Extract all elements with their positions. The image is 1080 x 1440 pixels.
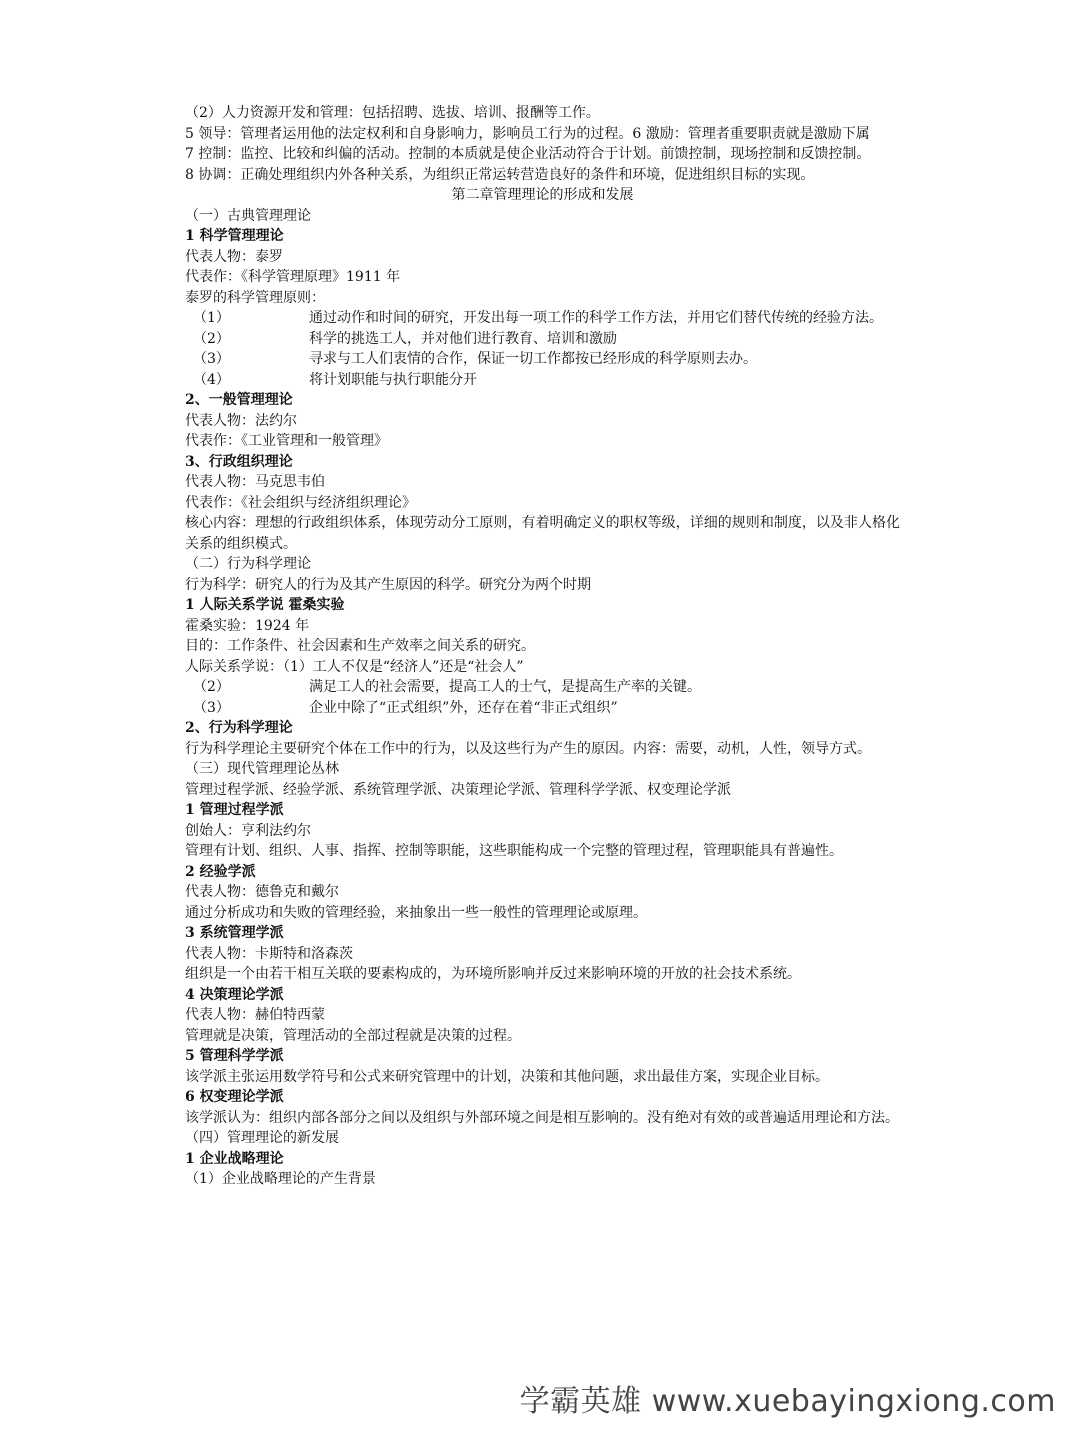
list-text: 寻求与工人们衷情的合作，保证一切工作都按已经形成的科学原则去办。 xyxy=(309,351,757,367)
list-item xyxy=(185,677,900,698)
list-text: 科学的挑选工人，并对他们进行教育、培训和激励 xyxy=(309,330,617,347)
list-text: 满足工人的社会需要，提高工人的士气，是提高生产率的关键。 xyxy=(309,679,701,695)
list-number: （3） xyxy=(193,699,230,716)
document-page xyxy=(185,103,900,1190)
text-line: 行为科学理论主要研究个体在工作中的行为，以及这些行为产生的原因。内容：需要，动机，人性，领导方式。 xyxy=(185,740,871,757)
chapter-title: 第二章管理理论的形成和发展 xyxy=(451,187,634,203)
text-line: （1）企业战略理论的产生背景 xyxy=(185,1171,376,1187)
text-line: 代表人物：赫伯特西蒙 xyxy=(185,1007,325,1023)
list-text: 将计划职能与执行职能分开 xyxy=(309,371,477,388)
text-line: 目的：工作条件、社会因素和生产效率之间关系的研究。 xyxy=(185,638,535,654)
text-line: 7 控制：监控、比较和纠偏的活动。控制的本质就是使企业活动符合于计划。前馈控制，现场控制和反馈控制。 xyxy=(185,146,871,162)
text-line: 代表人物：马克思韦伯 xyxy=(185,474,325,490)
text-line: 代表作：《工业管理和一般管理》 xyxy=(185,433,388,449)
list-item xyxy=(185,308,900,329)
subsection-heading: 1 人际关系学说 霍桑实验 xyxy=(185,597,345,613)
list-number: （4） xyxy=(193,371,230,388)
watermark: 学霸英雄 www.xuebayingxiong.com xyxy=(519,1384,1056,1419)
list-item xyxy=(185,370,900,391)
text-line: 组织是一个由若干相互关联的要素构成的，为环境所影响并反过来影响环境的开放的社会技术系统。 xyxy=(185,966,801,982)
list-item xyxy=(185,329,900,350)
subsection-heading: 6 权变理论学派 xyxy=(185,1089,284,1105)
list-text: 通过动作和时间的研究，开发出每一项工作的科学工作方法，并用它们替代传统的经验方法。 xyxy=(309,310,883,326)
list-number: （2） xyxy=(193,679,230,695)
text-line: 5 领导：管理者运用他的法定权利和自身影响力，影响员工行为的过程。6 激励：管理者重要职责就是激励下属 xyxy=(185,125,870,142)
section-heading: （三）现代管理理论丛林 xyxy=(185,761,339,777)
section-heading: （四）管理理论的新发展 xyxy=(185,1130,339,1146)
subsection-heading: 2 经验学派 xyxy=(185,863,256,880)
text-line: 管理就是决策，管理活动的全部过程就是决策的过程。 xyxy=(185,1027,521,1044)
subsection-heading: 5 管理科学学派 xyxy=(185,1048,284,1064)
text-line: 通过分析成功和失败的管理经验，来抽象出一些一般性的管理理论或原理。 xyxy=(185,904,647,921)
subsection-heading: 3 系统管理学派 xyxy=(185,925,284,941)
subsection-heading: 3、行政组织理论 xyxy=(185,453,293,470)
text-line: 该学派主张运用数学符号和公式来研究管理中的计划，决策和其他问题，求出最佳方案，实现企业目标。 xyxy=(185,1068,829,1085)
list-item xyxy=(185,349,900,370)
subsection-heading: 1 科学管理理论 xyxy=(185,228,284,244)
text-line: 创始人：亨利法约尔 xyxy=(185,822,311,839)
text-line: 代表人物：法约尔 xyxy=(185,412,297,429)
text-line: 代表人物：卡斯特和洛森茨 xyxy=(185,945,353,962)
text-line: 行为科学：研究人的行为及其产生原因的科学。研究分为两个时期 xyxy=(185,576,591,593)
text-line: 管理过程学派、经验学派、系统管理学派、决策理论学派、管理科学学派、权变理论学派 xyxy=(185,781,731,798)
list-item xyxy=(185,698,900,719)
text-line: 代表作：《科学管理原理》1911 年 xyxy=(185,269,401,285)
list-number: （2） xyxy=(193,330,230,347)
list-text: 企业中除了“正式组织”外，还存在着“非正式组织” xyxy=(309,699,618,716)
list-number: （1） xyxy=(193,310,230,326)
subsection-heading: 2、一般管理理论 xyxy=(185,392,293,408)
text-line: 泰罗的科学管理原则： xyxy=(185,289,325,306)
text-line: 代表人物：泰罗 xyxy=(185,248,283,265)
text-line: 该学派认为：组织内部各部分之间以及组织与外部环境之间是相互影响的。没有绝对有效的或普遍适用理论和方法。 xyxy=(185,1109,899,1126)
text-line: 霍桑实验：1924 年 xyxy=(185,617,310,634)
subsection-heading: 1 管理过程学派 xyxy=(185,802,284,818)
section-heading: （二）行为科学理论 xyxy=(185,556,311,572)
text-line: （2）人力资源开发和管理：包括招聘、选拔、培训、报酬等工作。 xyxy=(185,105,600,121)
list-number: （3） xyxy=(193,351,230,367)
text-line: 管理有计划、组织、人事、指挥、控制等职能，这些职能构成一个完整的管理过程，管理职能具有普遍性。 xyxy=(185,843,843,859)
text-line: 人际关系学说：（1）工人不仅是“经济人”还是“社会人” xyxy=(185,658,524,675)
subsection-heading: 2、行为科学理论 xyxy=(185,720,293,736)
text-line: 代表作：《社会组织与经济组织理论》 xyxy=(185,494,416,511)
text-line: 代表人物：德鲁克和戴尔 xyxy=(185,884,339,900)
subsection-heading: 4 决策理论学派 xyxy=(185,986,284,1003)
text-line: 核心内容：理想的行政组织体系，体现劳动分工原则，有着明确定义的职权等级，详细的规则和制度，以及非人格化关系的组织模式。 xyxy=(185,515,900,552)
subsection-heading: 1 企业战略理论 xyxy=(185,1150,284,1167)
section-heading: （一）古典管理理论 xyxy=(185,207,311,224)
text-line: 8 协调：正确处理组织内外各种关系，为组织正常运转营造良好的条件和环境，促进组织目标的实现。 xyxy=(185,166,815,183)
